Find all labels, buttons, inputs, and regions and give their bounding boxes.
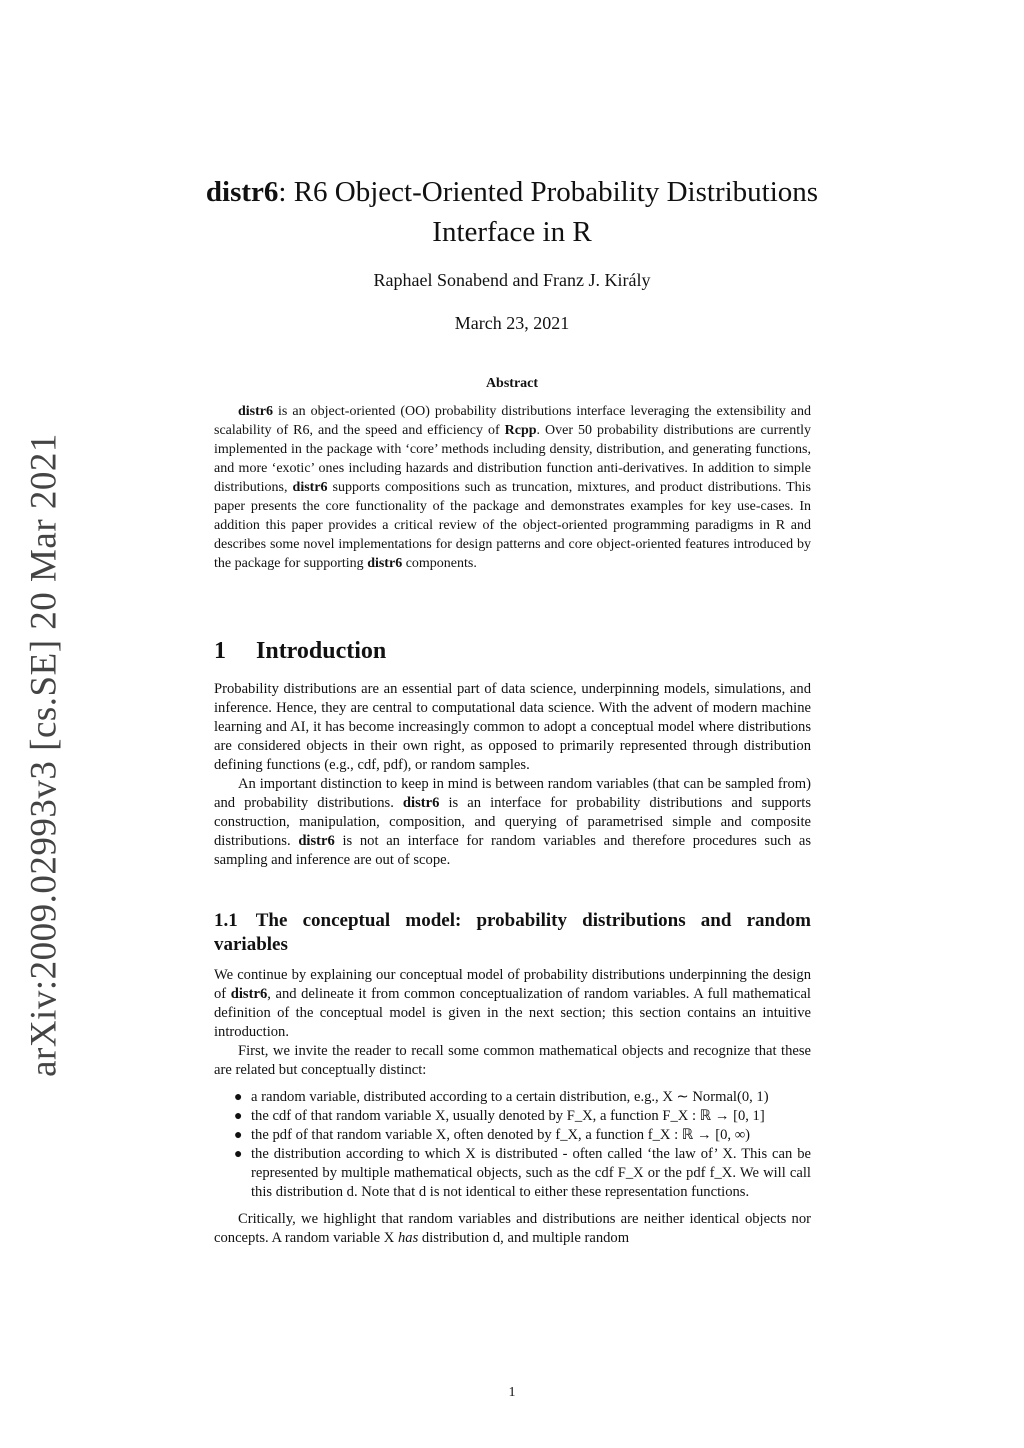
bullet-icon: ● bbox=[234, 1109, 243, 1124]
abstract-text-2: . Over 50 probability distributions are currently implemented in the package with ‘core’ methods including density, distribution, and generating functions, and more ‘exotic’ ones including hazards and distribution function anti-derivatives. In addition to simple distributions, bbox=[214, 423, 811, 495]
arxiv-identifier: arXiv:2009.02993v3 [cs.SE] 20 Mar 2021 bbox=[23, 433, 65, 1077]
abstract-rcpp: Rcpp bbox=[504, 423, 537, 438]
section-1-body bbox=[214, 680, 811, 870]
abstract-pkg-3: distr6 bbox=[367, 556, 403, 571]
section-1-1-body bbox=[214, 966, 811, 1248]
section-1-1-paragraph-1 bbox=[214, 966, 811, 1042]
bullet-text: a random variable, distributed according to a certain distribution, e.g., X ∼ Normal(0, 1) bbox=[251, 1089, 769, 1105]
s11p1-pkg: distr6 bbox=[230, 986, 268, 1002]
abstract-pkg-2: distr6 bbox=[292, 480, 328, 495]
section-1-1-paragraph-2: First, we invite the reader to recall some common mathematical objects and recognize that these are related but conceptually distinct: bbox=[214, 1043, 811, 1078]
section-1-1-title: The conceptual model: probability distributions and random variables bbox=[214, 910, 811, 955]
section-1-1-number: 1.1 bbox=[214, 910, 238, 931]
title-text: : R6 Object-Oriented Probability Distributions bbox=[278, 176, 819, 208]
s11p3-has: has bbox=[398, 1230, 419, 1246]
bullet-icon: ● bbox=[234, 1147, 243, 1162]
list-item bbox=[214, 1126, 811, 1145]
abstract-text-3: supports compositions such as truncation, mixtures, and product distributions. This paper presents the core functionality of the package and demonstrates examples for key use-cases. In addition this paper provides a critical review of the object-oriented programming paradigms in R and describes some novel implementations for design patterns and core object-oriented features introduced by the package for supporting bbox=[214, 480, 811, 571]
section-1-1-paragraph-3 bbox=[214, 1210, 811, 1248]
s1p2-pkg: distr6 bbox=[402, 795, 440, 811]
abstract-text-1: is an object-oriented (OO) probability distributions interface leveraging the extensibility and scalability of R6, and the speed and efficiency of bbox=[214, 404, 811, 438]
section-1-number: 1 bbox=[214, 638, 226, 664]
abstract-pkg: distr6 bbox=[238, 404, 273, 419]
paper-title bbox=[170, 172, 854, 252]
arxiv-sidebar bbox=[22, 433, 66, 1077]
abstract-text-4: components. bbox=[402, 556, 477, 571]
page-number: 1 bbox=[508, 1385, 516, 1400]
s1p2-text-b: is an interface for probability distributions and supports construction, manipulation, composition, and querying of parametrised simple and composite distributions. bbox=[214, 795, 811, 849]
paper-authors: Raphael Sonabend and Franz J. Király bbox=[373, 270, 651, 290]
s11p1-text-b: , and delineate it from common conceptualization of random variables. A full mathematical definition of the conceptual model is given in the next section; this section contains an intuitive introduction. bbox=[214, 986, 811, 1040]
section-1-title: Introduction bbox=[256, 638, 387, 664]
bullet-text: the cdf of that random variable X, usually denoted by F_X, a function F_X : ℝ → [0, 1] bbox=[251, 1108, 765, 1124]
s11p1-text-a: We continue by explaining our conceptual model of probability distributions underpinning the design of bbox=[214, 967, 811, 1002]
s1p2-text-a: An important distinction to keep in mind is between random variables (that can be sampled from) and probability distributions. bbox=[214, 776, 811, 811]
title-package-name: distr6 bbox=[205, 176, 279, 208]
list-item bbox=[214, 1145, 811, 1202]
bullet-icon: ● bbox=[234, 1090, 243, 1105]
s1p2-pkg-2: distr6 bbox=[298, 833, 335, 849]
abstract-body bbox=[214, 402, 811, 573]
bullet-list bbox=[214, 1088, 811, 1202]
title-line-2: Interface in R bbox=[432, 216, 592, 248]
bullet-text: the distribution according to which X is distributed - often called ‘the law of’ X. This can be represented by multiple mathematical objects, such as the cdf F_X or the pdf f_X. We will call this distribution d. Note that d is not identical to either these representation functions. bbox=[251, 1146, 811, 1200]
section-1-paragraph-2 bbox=[214, 775, 811, 870]
section-1-1-heading bbox=[214, 909, 811, 957]
section-1-heading bbox=[214, 638, 386, 665]
s11p3-text-a: Critically, we highlight that random variables and distributions are neither identical objects nor concepts. A random variable X bbox=[214, 1211, 811, 1246]
s11p3-text-b: distribution d, and multiple random bbox=[418, 1230, 630, 1246]
list-item bbox=[214, 1107, 811, 1126]
bullet-icon: ● bbox=[234, 1128, 243, 1143]
section-1-paragraph-1: Probability distributions are an essential part of data science, underpinning models, simulations, and inference. Hence, they are central to computational data science. With the advent of modern machine learning and AI, it has become increasingly common to adopt a conceptual model where distributions are considered objects in their own right, as opposed to primarily represented through distribution defining functions (e.g., cdf, pdf), or random samples. bbox=[214, 681, 811, 773]
bullet-text: the pdf of that random variable X, often denoted by f_X, a function f_X : ℝ → [0, ∞) bbox=[251, 1127, 750, 1143]
paper-date: March 23, 2021 bbox=[454, 313, 570, 333]
s1p2-text-c: is not an interface for random variables and therefore procedures such as sampling and inference are out of scope. bbox=[214, 833, 812, 868]
list-item bbox=[214, 1088, 811, 1107]
abstract-heading: Abstract bbox=[485, 376, 539, 391]
